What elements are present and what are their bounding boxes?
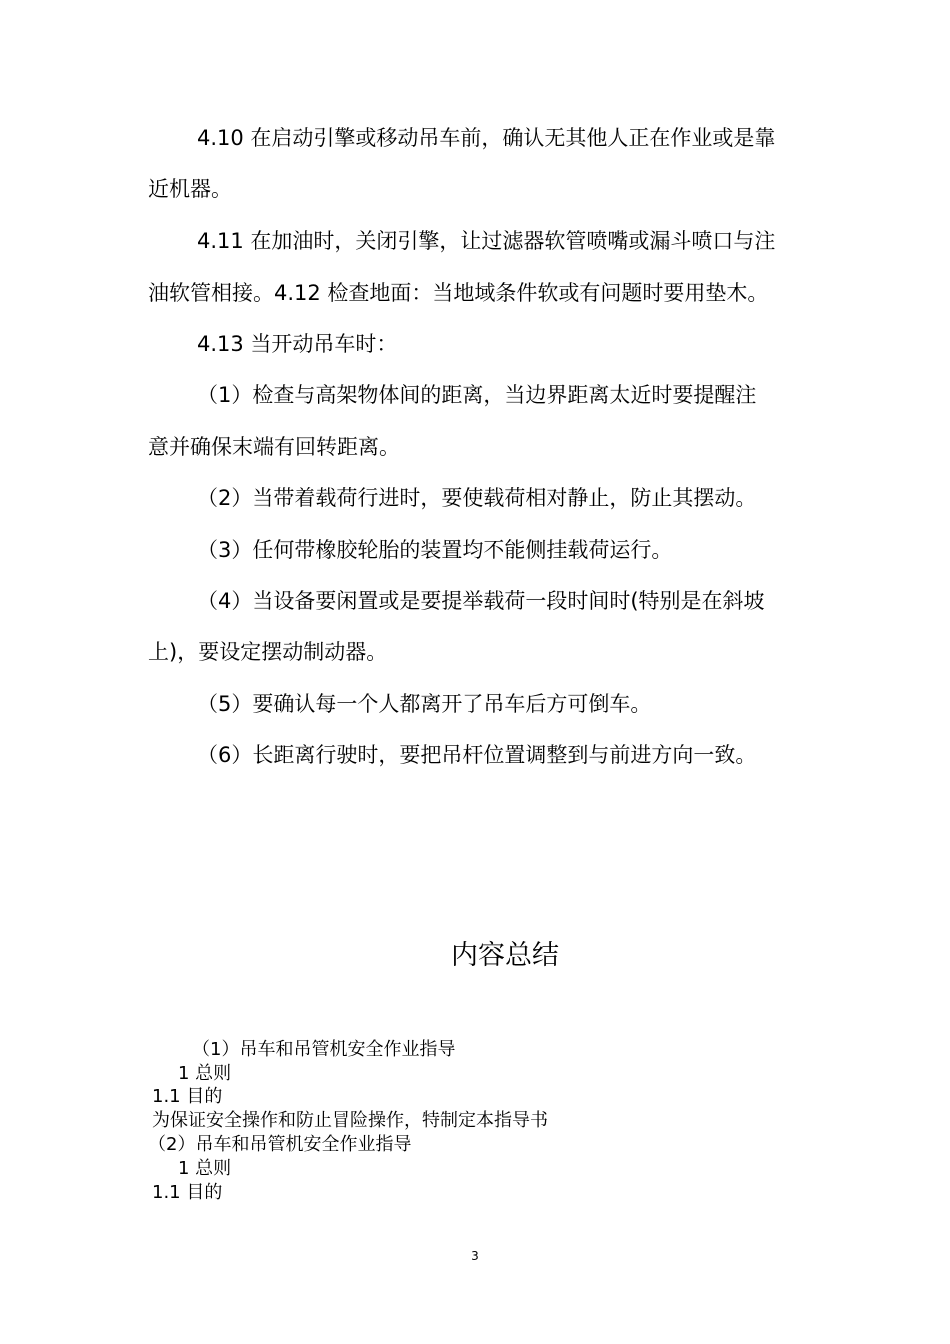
body-line-item-6: （6）长距离行驶时，要把吊杆位置调整到与前进方向一致。 [197, 743, 757, 767]
summary-line-3: 1.1 目的 [152, 1086, 223, 1107]
summary-line-6: 1 总则 [178, 1158, 232, 1179]
body-line-item-2: （2）当带着载荷行进时，要使载荷相对静止，防止其摆动。 [197, 486, 757, 510]
body-line-item-5: （5）要确认每一个人都离开了吊车后方可倒车。 [197, 692, 652, 716]
summary-title: 内容总结 [451, 940, 559, 971]
body-line-4-10-cont: 近机器。 [148, 177, 232, 201]
page-number: 3 [471, 1249, 479, 1263]
summary-line-7: 1.1 目的 [152, 1182, 223, 1203]
body-line-item-1-cont: 意并确保末端有回转距离。 [148, 435, 400, 459]
summary-line-2: 1 总则 [178, 1063, 232, 1084]
body-line-4-10: 4.10 在启动引擎或移动吊车前，确认无其他人正在作业或是靠 [197, 126, 776, 150]
body-line-item-4: （4）当设备要闲置或是要提举载荷一段时间时(特别是在斜坡 [197, 589, 765, 613]
body-line-item-3: （3）任何带橡胶轮胎的装置均不能侧挂载荷运行。 [197, 538, 673, 562]
summary-line-1: （1）吊车和吊管机安全作业指导 [192, 1039, 456, 1060]
body-line-4-11-cont: 油软管相接。4.12 检查地面：当地域条件软或有问题时要用垫木。 [148, 281, 769, 305]
body-line-4-11: 4.11 在加油时，关闭引擎，让过滤器软管喷嘴或漏斗喷口与注 [197, 229, 776, 253]
body-line-4-13: 4.13 当开动吊车时： [197, 332, 398, 356]
summary-line-5: （2）吊车和吊管机安全作业指导 [148, 1134, 412, 1155]
summary-line-4: 为保证安全操作和防止冒险操作，特制定本指导书 [152, 1110, 548, 1131]
body-line-item-4-cont: 上)，要设定摆动制动器。 [148, 640, 388, 664]
body-line-item-1: （1）检查与高架物体间的距离，当边界距离太近时要提醒注 [197, 383, 757, 407]
